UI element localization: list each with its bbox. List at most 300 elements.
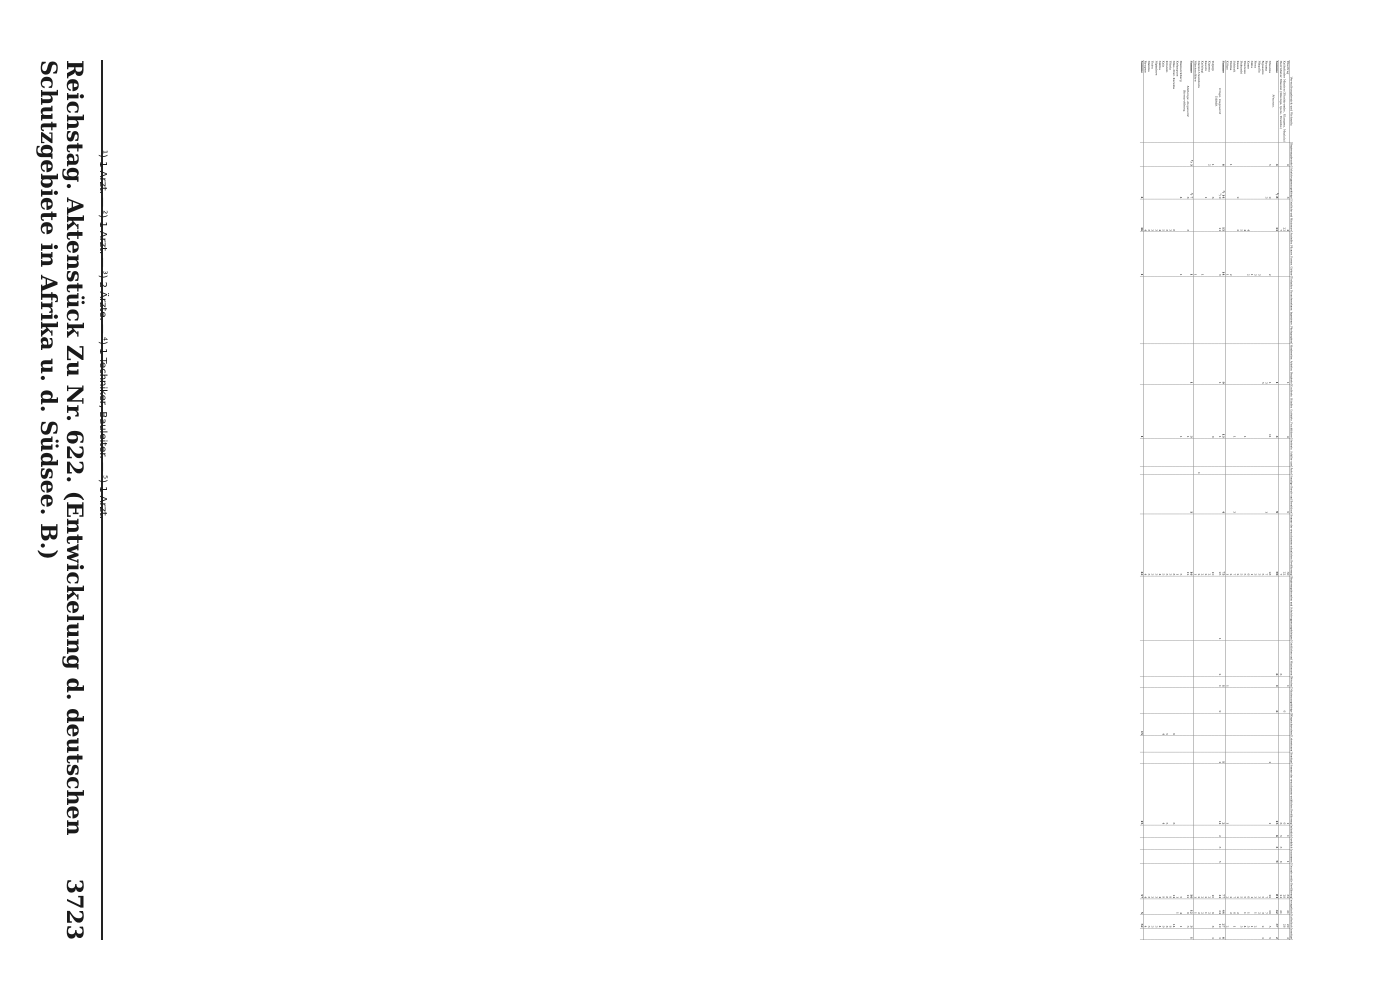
table-row: [1225, 60, 1229, 940]
row-label: Ngasamo: [1261, 60, 1265, 142]
cell-col-7: [1140, 344, 1144, 385]
sum-row: [1222, 60, 1226, 940]
cell-col-12: 3: [1169, 514, 1173, 576]
cell-col-23: [1268, 849, 1272, 863]
cell-col-25: 2: [1197, 899, 1201, 915]
cell-col-27: [1201, 928, 1205, 939]
cell-col-14: [1204, 640, 1208, 676]
cell-col-27: [1147, 928, 1151, 939]
cell-col-3: 1: [1204, 167, 1208, 200]
row-label: Kasulu: [1204, 60, 1208, 142]
cell-col-7: [1257, 344, 1261, 385]
cell-col-20: [1208, 764, 1212, 825]
cell-col-18: [1218, 736, 1222, 752]
cell-col-26: 19: [1218, 915, 1222, 929]
cell-col-13: [1158, 576, 1162, 640]
col-27: sonstige: [1289, 929, 1293, 939]
cell-col-7: 3: [1264, 344, 1268, 385]
table-row: [1158, 60, 1162, 940]
cell-col-10: [1236, 467, 1240, 475]
cell-col-26: 2: [1254, 915, 1258, 929]
cell-col-13: [1144, 576, 1148, 640]
row-label: Mwanza: [1268, 60, 1272, 142]
cell-col-9: [1201, 438, 1205, 466]
cell-col-8: [1193, 384, 1197, 438]
cell-col-13: [1272, 576, 1276, 640]
cell-col-15: [1229, 676, 1233, 688]
cell-col-6: [1233, 276, 1237, 343]
cell-col-17: [1218, 713, 1222, 736]
cell-col-16: [1204, 688, 1208, 713]
cell-col-13: [1247, 576, 1251, 640]
cell-col-18: [1261, 736, 1265, 752]
cell-col-25: [1147, 899, 1151, 915]
cell-col-5: 2: [1229, 232, 1233, 277]
cell-col-6: [1240, 276, 1244, 343]
row-label: Summe: [1275, 60, 1279, 142]
cell-col-15: [1243, 676, 1247, 688]
cell-col-16: [1233, 688, 1237, 713]
cell-col-19: [1236, 752, 1240, 764]
cell-col-18: [1144, 736, 1148, 752]
table-row: [1154, 60, 1158, 940]
cell-col-5: [1243, 232, 1247, 277]
cell-col-18: [1257, 736, 1261, 752]
cell-col-20: 13: [1275, 764, 1279, 825]
col-24: Gesamte weiße Bevölkerung: [1289, 864, 1293, 899]
cell-col-10: [1147, 467, 1151, 475]
cell-col-7: [1186, 344, 1190, 385]
cell-col-6: [1236, 276, 1240, 343]
cell-col-25: 2: [1236, 899, 1240, 915]
cell-col-7: [1247, 344, 1251, 385]
cell-col-26: 3: [1147, 915, 1151, 929]
cell-col-9: [1247, 438, 1251, 466]
cell-col-13: [1208, 576, 1212, 640]
table-row: [1151, 60, 1155, 940]
col-26: katholisch: [1289, 915, 1293, 928]
cell-col-23: [1147, 849, 1151, 863]
cell-col-18: [1247, 736, 1251, 752]
cell-col-4: [1204, 199, 1208, 232]
cell-col-16: [1165, 688, 1169, 713]
cell-col-5: [1186, 232, 1190, 277]
cell-col-2: 4: [1275, 142, 1279, 166]
cell-col-4: [1261, 199, 1265, 232]
cell-col-12: 7: [1233, 514, 1237, 576]
cell-col-26: 1: [1250, 915, 1254, 929]
table-row: [1229, 60, 1233, 940]
cell-col-20: [1261, 764, 1265, 825]
cell-col-19: [1250, 752, 1254, 764]
cell-col-12: 16: [1190, 514, 1194, 576]
cell-col-19: [1154, 752, 1158, 764]
cell-col-2: [1193, 142, 1197, 166]
cell-col-19: [1140, 752, 1144, 764]
cell-col-9: [1154, 438, 1158, 466]
cell-col-2: [1250, 142, 1254, 166]
cell-col-15: [1190, 676, 1194, 688]
cell-col-12: 5: [1240, 514, 1244, 576]
cell-col-14: [1240, 640, 1244, 676]
cell-col-11: [1282, 475, 1286, 514]
table-row: [1240, 60, 1244, 940]
cell-col-17: [1222, 713, 1226, 736]
cell-col-27: [1172, 928, 1176, 939]
cell-col-10: [1275, 467, 1279, 475]
cell-col-10: [1144, 467, 1148, 475]
cell-col-8: [1169, 384, 1173, 438]
cell-col-5: [1211, 232, 1215, 277]
cell-col-22: [1268, 838, 1272, 849]
table-row: [1161, 60, 1165, 940]
cell-col-22: [1236, 838, 1240, 849]
cell-col-26: 1: [1233, 915, 1237, 929]
cell-col-23: [1140, 849, 1144, 863]
cell-col-8: [1197, 384, 1201, 438]
cell-col-22: [1211, 838, 1215, 849]
cell-col-9: [1165, 438, 1169, 466]
cell-col-2: [1161, 142, 1165, 166]
cell-col-5: [1215, 232, 1219, 277]
cell-col-22: [1243, 838, 1247, 849]
cell-col-11: [1215, 475, 1219, 514]
cell-col-16: [1151, 688, 1155, 713]
cell-col-4: [1254, 199, 1258, 232]
cell-col-12: 2: [1236, 514, 1240, 576]
cell-col-14: [1208, 640, 1212, 676]
cell-col-19: [1275, 752, 1279, 764]
cell-col-12: 3: [1254, 514, 1258, 576]
cell-col-9: [1211, 438, 1215, 466]
row-label: Mpimbwe: [1154, 60, 1158, 142]
cell-col-14: [1254, 640, 1258, 676]
cell-col-19: [1279, 752, 1283, 764]
cell-col-15: [1193, 676, 1197, 688]
cell-col-9: [1275, 438, 1279, 466]
cell-col-14: [1176, 640, 1180, 676]
cell-col-26: 3: [1190, 915, 1194, 929]
cell-col-6: [1147, 276, 1151, 343]
cell-col-16: [1272, 688, 1276, 713]
cell-col-26: 3: [1154, 915, 1158, 929]
cell-col-5: [1176, 232, 1180, 277]
cell-col-20: [1250, 764, 1254, 825]
cell-col-16: [1247, 688, 1251, 713]
cell-col-15: [1236, 676, 1240, 688]
cell-col-11: [1197, 475, 1201, 514]
cell-col-20: [1186, 764, 1190, 825]
cell-col-18: [1204, 736, 1208, 752]
cell-col-27: 5: [1268, 928, 1272, 939]
cell-col-21: [1172, 825, 1176, 837]
cell-col-22: [1208, 838, 1212, 849]
cell-col-4: 4: [1158, 199, 1162, 232]
cell-col-27: 1: [1261, 928, 1265, 939]
col-10: Ärzte: [1289, 467, 1293, 474]
cell-col-19: [1161, 752, 1165, 764]
col-11: Sonstige Berufe und Berufslose: [1289, 475, 1293, 514]
cell-col-6: [1144, 276, 1148, 343]
cell-col-7: [1279, 344, 1283, 385]
cell-col-18: [1161, 736, 1165, 752]
cell-col-26: [1204, 915, 1208, 929]
col-22: weiblich: [1289, 838, 1293, 849]
cell-col-21: [1268, 825, 1272, 837]
cell-col-8: [1254, 384, 1258, 438]
cell-col-17: [1151, 713, 1155, 736]
cell-col-21: 1: [1286, 825, 1290, 837]
cell-col-7: [1183, 344, 1187, 385]
cell-col-27: [1279, 928, 1283, 939]
cell-col-16: [1201, 688, 1205, 713]
cell-col-20: 14: [1218, 764, 1222, 825]
cell-col-27: 2: [1286, 928, 1290, 939]
cell-col-9: [1176, 438, 1180, 466]
cell-col-17: [1275, 713, 1279, 736]
cell-col-19: [1183, 752, 1187, 764]
cell-col-27: [1176, 928, 1180, 939]
table-row: [1261, 60, 1265, 940]
cell-col-27: [1169, 928, 1173, 939]
cell-col-10: [1272, 467, 1276, 475]
cell-col-7: [1272, 344, 1276, 385]
cell-col-18: [1158, 736, 1162, 752]
cell-col-22: [1186, 838, 1190, 849]
cell-col-13: [1275, 576, 1279, 640]
cell-col-23: [1197, 849, 1201, 863]
cell-col-27: [1151, 928, 1155, 939]
cell-col-11: [1247, 475, 1251, 514]
cell-col-5: 2: [1268, 232, 1272, 277]
cell-col-25: 42: [1275, 899, 1279, 915]
cell-col-15: [1151, 676, 1155, 688]
table-row: [1233, 60, 1237, 940]
cell-col-21: [1197, 825, 1201, 837]
cell-col-15: 1: [1286, 676, 1290, 688]
cell-col-22: [1176, 838, 1180, 849]
cell-col-5: 1: [1225, 232, 1229, 277]
cell-col-10: [1183, 467, 1187, 475]
cell-col-11: [1211, 475, 1215, 514]
cell-col-20: [1154, 764, 1158, 825]
cell-col-12: 2: [1229, 514, 1233, 576]
table-row: [1147, 60, 1151, 940]
col-14: Geistlichen und Missionaren: [1289, 641, 1293, 676]
cell-col-21: [1208, 825, 1212, 837]
row-label: Kirando: [1165, 60, 1169, 142]
cell-col-19: [1208, 752, 1212, 764]
cell-col-17: [1183, 713, 1187, 736]
cell-col-5: 2: [1247, 232, 1251, 277]
cell-col-22: [1254, 838, 1258, 849]
cell-col-20: 6: [1172, 764, 1176, 825]
cell-col-11: [1151, 475, 1155, 514]
cell-col-4: 8: [1172, 199, 1176, 232]
sum-row: [1140, 60, 1144, 940]
cell-col-10: [1279, 467, 1283, 475]
col-5: Ansiedler, Pflanzer, Farmer, Gärtner: [1289, 232, 1293, 276]
cell-col-18: [1165, 736, 1169, 752]
cell-col-5: [1154, 232, 1158, 277]
cell-col-20: [1190, 764, 1194, 825]
cell-col-5: 1: [1250, 232, 1254, 277]
cell-col-17: [1208, 713, 1212, 736]
cell-col-4: 3: [1165, 199, 1169, 232]
cell-col-7: [1165, 344, 1169, 385]
cell-col-15: [1201, 676, 1205, 688]
page-number: 3723: [61, 878, 87, 940]
cell-col-17: 5: [1165, 713, 1169, 736]
cell-col-19: [1243, 752, 1247, 764]
cell-col-22: [1179, 838, 1183, 849]
cell-col-26: 37: [1275, 915, 1279, 929]
cell-col-3: [1229, 167, 1233, 200]
cell-col-6: [1165, 276, 1169, 343]
cell-col-2: [1158, 142, 1162, 166]
cell-col-4: 5: [1161, 199, 1165, 232]
cell-col-4: 3: [1147, 199, 1151, 232]
cell-col-6: [1218, 276, 1222, 343]
cell-col-10: [1264, 467, 1268, 475]
cell-col-6: [1215, 276, 1219, 343]
cell-col-26: 9: [1161, 915, 1165, 929]
cell-col-2: [1183, 142, 1187, 166]
cell-col-14: [1179, 640, 1183, 676]
cell-col-3: 4: [1140, 167, 1144, 200]
cell-col-21: [1225, 825, 1229, 837]
cell-col-5: [1147, 232, 1151, 277]
cell-col-19: [1197, 752, 1201, 764]
cell-col-26: 2: [1261, 915, 1265, 929]
row-label: Ukerewe: [1243, 60, 1247, 142]
cell-col-17: [1261, 713, 1265, 736]
cell-col-16: [1186, 688, 1190, 713]
cell-col-6: [1140, 276, 1144, 343]
cell-col-9: [1197, 438, 1201, 466]
cell-col-3: [1243, 167, 1247, 200]
cell-col-2: [1151, 142, 1155, 166]
cell-col-12: 2: [1201, 514, 1205, 576]
cell-col-23: [1222, 849, 1226, 863]
cell-col-16: 9: [1218, 688, 1222, 713]
cell-col-5: [1261, 232, 1265, 277]
cell-col-4: [1183, 199, 1187, 232]
row-label: Miss.-Stat. Karema: [1172, 60, 1176, 142]
cell-col-7: [1161, 344, 1165, 385]
cell-col-25: 2: [1208, 899, 1212, 915]
cell-col-17: [1176, 713, 1180, 736]
cell-col-16: [1158, 688, 1162, 713]
cell-col-22: [1247, 838, 1251, 849]
cell-col-18: [1186, 736, 1190, 752]
cell-col-18: [1275, 736, 1279, 752]
cell-col-5: [1282, 232, 1286, 277]
cell-col-5: 3: [1257, 232, 1261, 277]
cell-col-3: [1176, 167, 1180, 200]
cell-col-20: [1176, 764, 1180, 825]
cell-col-13: [1186, 576, 1190, 640]
cell-col-25: [1165, 899, 1169, 915]
cell-col-4: 11: [1218, 199, 1222, 232]
cell-col-12: 1: [1250, 514, 1254, 576]
table-row: [1179, 60, 1183, 940]
cell-col-19: [1229, 752, 1233, 764]
cell-col-24: 7: [1233, 863, 1237, 899]
cell-col-2: [1240, 142, 1244, 166]
cell-col-3: ³) 9: [1218, 167, 1222, 200]
cell-col-20: [1193, 764, 1197, 825]
col-4: Geistliche und Missionare: [1289, 199, 1293, 232]
cell-col-18: [1208, 736, 1212, 752]
cell-col-27: 2: [1275, 928, 1279, 939]
cell-col-12: 28: [1268, 514, 1272, 576]
cell-col-23: [1165, 849, 1169, 863]
cell-col-21: [1165, 825, 1169, 837]
cell-col-20: 2: [1222, 764, 1226, 825]
cell-col-4: 2: [1236, 199, 1240, 232]
cell-col-20: [1211, 764, 1215, 825]
cell-col-10: [1204, 467, 1208, 475]
cell-col-7: 1: [1275, 344, 1279, 385]
cell-col-5: [1165, 232, 1169, 277]
cell-col-3: [1247, 167, 1251, 200]
cell-col-2: [1282, 142, 1286, 166]
cell-col-22: [1222, 838, 1226, 849]
cell-col-23: [1179, 849, 1183, 863]
cell-col-24: 12: [1186, 863, 1190, 899]
cell-col-25: 2: [1257, 899, 1261, 915]
page-header: [35, 60, 93, 940]
row-label: Mahenge. insgesamt: [1186, 60, 1190, 142]
cell-col-6: [1261, 276, 1265, 343]
col-15: Privaten: [1289, 676, 1293, 687]
cell-col-6: [1250, 276, 1254, 343]
cell-col-5: 1: [1193, 232, 1197, 277]
cell-col-12: 7: [1264, 514, 1268, 576]
cell-col-11: [1250, 475, 1254, 514]
cell-col-27: [1140, 928, 1144, 939]
cell-col-16: [1169, 688, 1173, 713]
cell-col-20: 5: [1165, 764, 1169, 825]
cell-col-10: [1257, 467, 1261, 475]
cell-col-9: [1264, 438, 1268, 466]
cell-col-20: [1158, 764, 1162, 825]
cell-col-8: 8: [1211, 384, 1215, 438]
col-13: Regierungsbeamten und Schutztruppenangehörigen: [1289, 576, 1293, 640]
cell-col-15: [1247, 676, 1251, 688]
cell-col-23: [1154, 849, 1158, 863]
cell-col-5: [1240, 232, 1244, 277]
cell-col-23: [1169, 849, 1173, 863]
cell-col-25: 6: [1233, 899, 1237, 915]
cell-col-22: [1165, 838, 1169, 849]
row-label: Übertrag: [1286, 60, 1290, 142]
cell-col-24: 2: [1204, 863, 1208, 899]
cell-col-19: [1240, 752, 1244, 764]
cell-col-26: 4: [1243, 915, 1247, 929]
cell-col-2: 2: [1208, 142, 1212, 166]
cell-col-13: [1233, 576, 1237, 640]
col-23: zusammen: [1289, 849, 1293, 863]
cell-col-18: [1233, 736, 1237, 752]
cell-col-7: [1236, 344, 1240, 385]
cell-col-16: [1147, 688, 1151, 713]
cell-col-18: [1169, 736, 1173, 752]
cell-col-26: 4: [1144, 915, 1148, 929]
row-label: Kala: [1161, 60, 1165, 142]
cell-col-13: [1193, 576, 1197, 640]
